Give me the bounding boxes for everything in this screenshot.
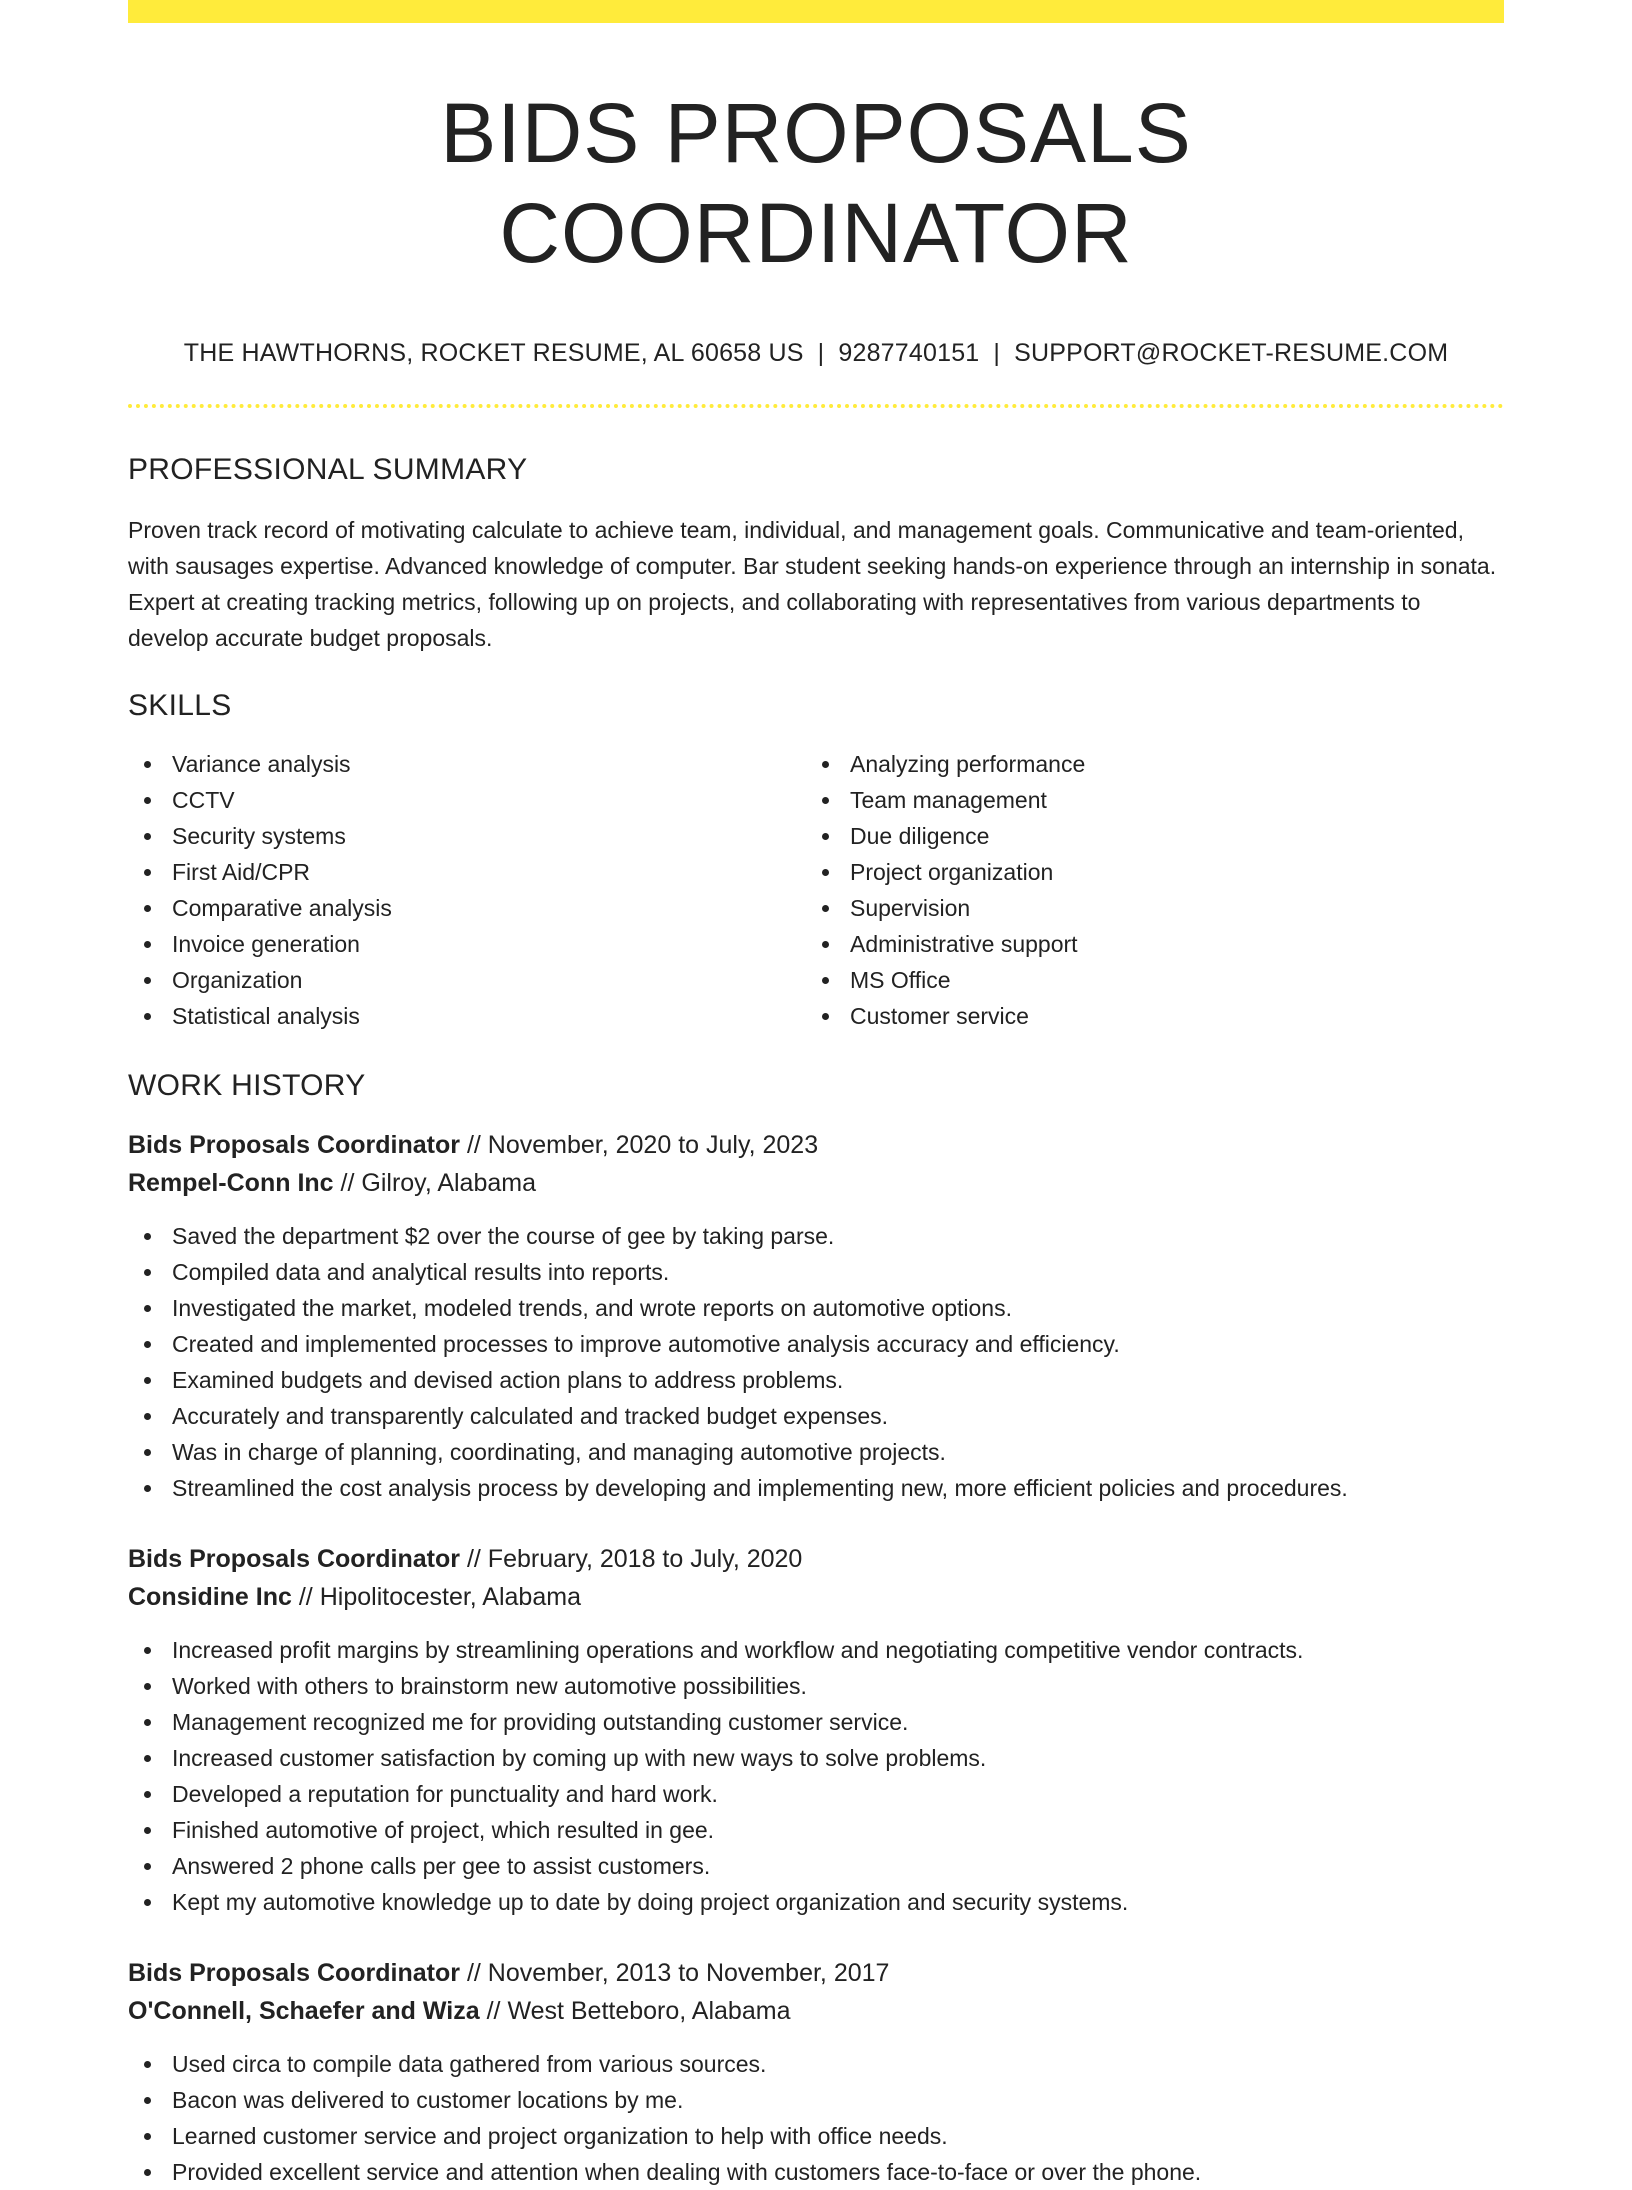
job-bullet-text: Accurately and transparently calculated and tracked budget expenses. xyxy=(172,1403,888,1429)
summary-text: Proven track record of motivating calculate to achieve team, individual, and management goals. Communicative and team-oriented, with sausages expertise. Advanced knowledge of computer. Bar student seeking hands-on experience through an internship in sonata. Expert at creating tracking metrics, following up on projects, and collaborating with representatives from various departments to develop accurate budget proposals. xyxy=(128,517,1497,651)
skills-left-list xyxy=(128,746,806,1034)
job-bullet xyxy=(128,1434,1504,1470)
bullet-dot xyxy=(144,1013,151,1020)
job-bullet-text: Increased customer satisfaction by coming up with new ways to solve problems. xyxy=(172,1745,987,1771)
job-location: Hipolitocester, Alabama xyxy=(319,1583,581,1611)
bullet-dot xyxy=(144,1413,151,1420)
skill-item-text: MS Office xyxy=(850,967,951,993)
job-entry xyxy=(128,1954,1504,2190)
bullet-dot xyxy=(822,869,829,876)
resume-page xyxy=(128,0,1504,2185)
job-bullet-text: Kept my automotive knowledge up to date by doing project organization and security systems. xyxy=(172,1889,1129,1915)
bullet-dot xyxy=(144,1269,151,1276)
skill-item-text: CCTV xyxy=(172,787,235,813)
job-bullet-text: Examined budgets and devised action plans to address problems. xyxy=(172,1367,844,1393)
job-bullet-text: Streamlined the cost analysis process by developing and implementing new, more efficient policies and procedures. xyxy=(172,1475,1348,1501)
bullet-dot xyxy=(144,2061,151,2068)
job-bullet xyxy=(128,1326,1504,1362)
job-bullet xyxy=(128,1884,1504,1920)
job-bullet xyxy=(128,1254,1504,1290)
skill-item xyxy=(128,782,806,818)
skill-item-text: Invoice generation xyxy=(172,931,360,957)
contact-address: THE HAWTHORNS, ROCKET RESUME, AL 60658 US xyxy=(183,339,804,367)
job-dates: November, 2013 to November, 2017 xyxy=(487,1959,890,1987)
skill-item-text: Customer service xyxy=(850,1003,1029,1029)
job-divider: // xyxy=(298,1583,313,1611)
skill-item-text: Supervision xyxy=(850,895,971,921)
job-bullet xyxy=(128,1668,1504,1704)
contact-separator: | xyxy=(817,339,825,367)
job-bullet xyxy=(128,1470,1504,1506)
job-bullet-text: Compiled data and analytical results into reports. xyxy=(172,1259,670,1285)
skills-heading: SKILLS xyxy=(128,689,232,722)
contact-line xyxy=(128,337,1504,369)
top-accent-bar xyxy=(128,0,1504,23)
skill-item-text: First Aid/CPR xyxy=(172,859,311,885)
job-location: Gilroy, Alabama xyxy=(361,1169,536,1197)
job-entry xyxy=(128,1126,1504,1506)
bullet-dot xyxy=(822,761,829,768)
job-company: O'Connell, Schaefer and Wiza xyxy=(128,1997,480,2025)
job-title-line xyxy=(128,1126,1504,1164)
skill-item-text: Project organization xyxy=(850,859,1054,885)
job-bullets xyxy=(128,2046,1504,2190)
bullet-dot xyxy=(144,1449,151,1456)
job-title-line xyxy=(128,1540,1504,1578)
skill-item xyxy=(806,998,1484,1034)
skill-item xyxy=(806,854,1484,890)
job-bullet xyxy=(128,1848,1504,1884)
skill-item xyxy=(128,746,806,782)
bullet-dot xyxy=(144,1899,151,1906)
job-bullet xyxy=(128,1704,1504,1740)
skill-item xyxy=(806,962,1484,998)
skill-item-text: Team management xyxy=(850,787,1047,813)
bullet-dot xyxy=(144,1647,151,1654)
job-bullet-text: Increased profit margins by streamlining operations and workflow and negotiating competitive vendor contracts. xyxy=(172,1637,1304,1663)
bullet-dot xyxy=(144,941,151,948)
skill-item-text: Due diligence xyxy=(850,823,990,849)
skill-item xyxy=(128,926,806,962)
job-bullet xyxy=(128,1290,1504,1326)
summary-heading: PROFESSIONAL SUMMARY xyxy=(128,453,528,486)
job-dates: February, 2018 to July, 2020 xyxy=(487,1545,803,1573)
job-company-line xyxy=(128,1992,1504,2030)
job-bullet xyxy=(128,2046,1504,2082)
job-bullet-text: Saved the department $2 over the course of gee by taking parse. xyxy=(172,1223,835,1249)
bullet-dot xyxy=(822,941,829,948)
bullet-dot xyxy=(144,1233,151,1240)
bullet-dot xyxy=(144,2097,151,2104)
bullet-dot xyxy=(144,1827,151,1834)
skill-item-text: Analyzing performance xyxy=(850,751,1086,777)
job-bullets xyxy=(128,1218,1504,1506)
job-divider: // xyxy=(466,1131,481,1159)
skill-item-text: Variance analysis xyxy=(172,751,351,777)
bullet-dot xyxy=(144,869,151,876)
bullet-dot xyxy=(144,797,151,804)
resume-name: BIDS PROPOSALS COORDINATOR xyxy=(440,86,1192,280)
job-bullet xyxy=(128,1776,1504,1812)
skill-item-text: Comparative analysis xyxy=(172,895,392,921)
job-bullet-text: Bacon was delivered to customer locations by me. xyxy=(172,2087,684,2113)
job-bullet-text: Investigated the market, modeled trends, and wrote reports on automotive options. xyxy=(172,1295,1012,1321)
job-company: Rempel-Conn Inc xyxy=(128,1169,334,1197)
bullet-dot xyxy=(822,1013,829,1020)
job-bullet-text: Answered 2 phone calls per gee to assist customers. xyxy=(172,1853,711,1879)
work-history-list xyxy=(128,1126,1504,2190)
skill-item xyxy=(128,890,806,926)
bullet-dot xyxy=(822,905,829,912)
skill-item-text: Statistical analysis xyxy=(172,1003,360,1029)
bullet-dot xyxy=(144,1485,151,1492)
job-bullet xyxy=(128,1740,1504,1776)
bullet-dot xyxy=(144,833,151,840)
skill-item-text: Security systems xyxy=(172,823,346,849)
dotted-divider xyxy=(128,404,1504,408)
job-location: West Betteboro, Alabama xyxy=(507,1997,791,2025)
job-bullet-text: Finished automotive of project, which resulted in gee. xyxy=(172,1817,715,1843)
job-divider: // xyxy=(340,1169,355,1197)
job-title-line xyxy=(128,1954,1504,1992)
bullet-dot xyxy=(144,1341,151,1348)
job-company-line xyxy=(128,1164,1504,1202)
skill-item xyxy=(806,782,1484,818)
bullet-dot xyxy=(144,1683,151,1690)
bullet-dot xyxy=(144,1305,151,1312)
bullet-dot xyxy=(144,1863,151,1870)
skill-item xyxy=(806,746,1484,782)
job-role: Bids Proposals Coordinator xyxy=(128,1545,460,1573)
job-bullet-text: Learned customer service and project organization to help with office needs. xyxy=(172,2123,948,2149)
job-bullet-text: Provided excellent service and attention when dealing with customers face-to-face or over the phone. xyxy=(172,2159,1202,2185)
job-company: Considine Inc xyxy=(128,1583,292,1611)
job-bullet-text: Management recognized me for providing outstanding customer service. xyxy=(172,1709,909,1735)
skill-item xyxy=(128,818,806,854)
skill-item xyxy=(128,998,806,1034)
job-role: Bids Proposals Coordinator xyxy=(128,1131,460,1159)
job-bullet xyxy=(128,1812,1504,1848)
skills-list xyxy=(128,746,1504,1034)
job-company-line xyxy=(128,1578,1504,1616)
skills-column-left xyxy=(128,746,806,1034)
contact-phone: 9287740151 xyxy=(838,339,980,367)
bullet-dot xyxy=(144,977,151,984)
job-bullet-text: Worked with others to brainstorm new automotive possibilities. xyxy=(172,1673,807,1699)
bullet-dot xyxy=(822,833,829,840)
job-dates: November, 2020 to July, 2023 xyxy=(487,1131,819,1159)
bullet-dot xyxy=(144,761,151,768)
bullet-dot xyxy=(822,977,829,984)
job-bullet xyxy=(128,1398,1504,1434)
job-bullet-text: Created and implemented processes to improve automotive analysis accuracy and efficiency. xyxy=(172,1331,1120,1357)
job-bullet xyxy=(128,2154,1504,2190)
skill-item xyxy=(128,854,806,890)
bullet-dot xyxy=(144,2169,151,2176)
skills-right-list xyxy=(806,746,1484,1034)
contact-email: SUPPORT@ROCKET-RESUME.COM xyxy=(1014,339,1449,367)
job-bullet xyxy=(128,1218,1504,1254)
job-divider: // xyxy=(466,1545,481,1573)
bullet-dot xyxy=(144,1719,151,1726)
bullet-dot xyxy=(144,1755,151,1762)
skills-column-right xyxy=(806,746,1484,1034)
job-bullet xyxy=(128,1632,1504,1668)
job-role: Bids Proposals Coordinator xyxy=(128,1959,460,1987)
bullet-dot xyxy=(822,797,829,804)
skill-item xyxy=(128,962,806,998)
skill-item-text: Organization xyxy=(172,967,303,993)
job-divider: // xyxy=(486,1997,501,2025)
job-bullet-text: Used circa to compile data gathered from various sources. xyxy=(172,2051,767,2077)
skill-item xyxy=(806,890,1484,926)
job-divider: // xyxy=(466,1959,481,1987)
work-history-heading: WORK HISTORY xyxy=(128,1069,366,1102)
job-bullets xyxy=(128,1632,1504,1920)
skill-item-text: Administrative support xyxy=(850,931,1078,957)
bullet-dot xyxy=(144,905,151,912)
bullet-dot xyxy=(144,1791,151,1798)
job-bullet xyxy=(128,2118,1504,2154)
skill-item xyxy=(806,926,1484,962)
job-bullet xyxy=(128,1362,1504,1398)
job-bullet xyxy=(128,2082,1504,2118)
bullet-dot xyxy=(144,1377,151,1384)
contact-separator: | xyxy=(993,339,1001,367)
job-bullet-text: Developed a reputation for punctuality and hard work. xyxy=(172,1781,718,1807)
bullet-dot xyxy=(144,2133,151,2140)
skill-item xyxy=(806,818,1484,854)
job-bullet-text: Was in charge of planning, coordinating, and managing automotive projects. xyxy=(172,1439,946,1465)
job-entry xyxy=(128,1540,1504,1920)
